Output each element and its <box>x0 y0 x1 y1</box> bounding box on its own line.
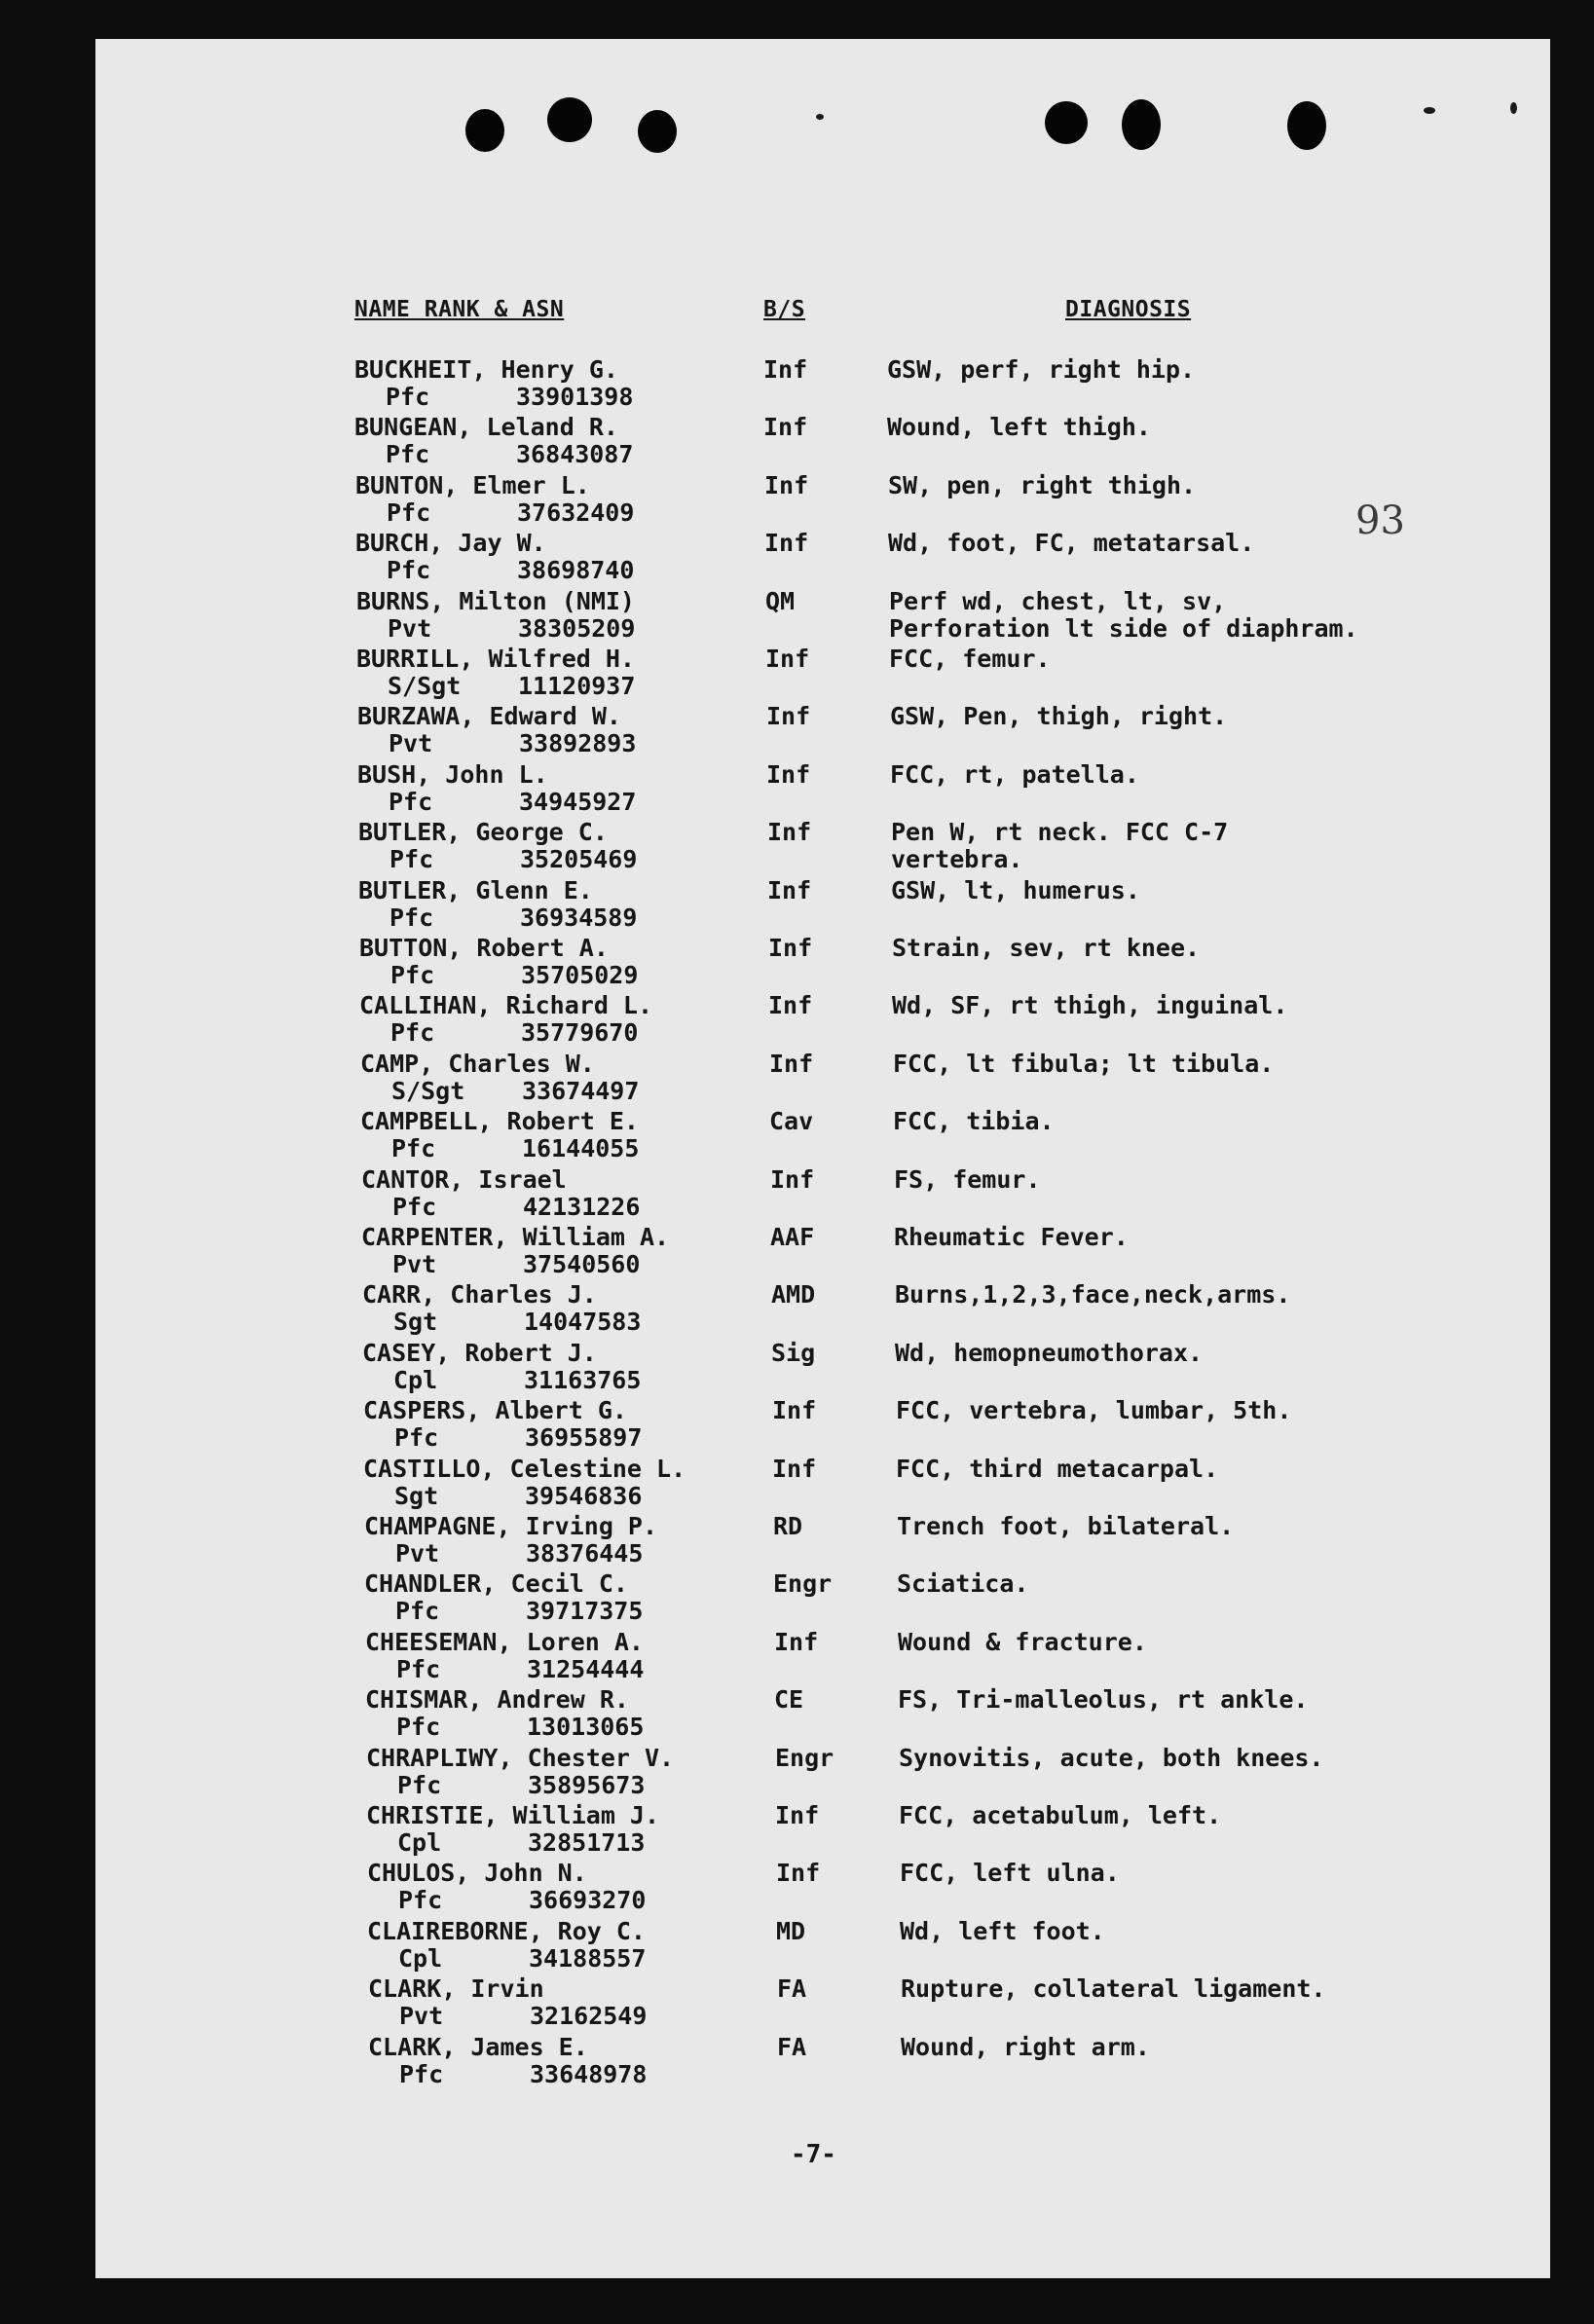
diagnosis-cell <box>891 877 1140 904</box>
name-rank-asn-cell <box>368 1975 647 2030</box>
soldier-rank: Pfc <box>390 961 435 989</box>
soldier-rank: S/Sgt <box>391 1077 465 1105</box>
punch-hole <box>1122 99 1161 150</box>
diagnosis-cell <box>888 472 1196 499</box>
rank-asn-line <box>365 1714 644 1741</box>
rank-asn-line <box>368 2003 647 2030</box>
soldier-asn: 36934589 <box>520 904 638 932</box>
soldier-rank: Pvt <box>389 729 433 757</box>
soldier-asn: 38376445 <box>526 1539 644 1568</box>
name-rank-asn-cell <box>365 1686 644 1741</box>
rank-asn-line <box>363 1483 686 1510</box>
branch-of-service: Inf <box>767 818 812 846</box>
diagnosis-cell <box>896 1456 1218 1483</box>
branch-of-service: Inf <box>775 1801 820 1829</box>
soldier-rank: Pfc <box>392 1193 437 1221</box>
soldier-name: BUSH, John L. <box>357 760 548 789</box>
branch-of-service: AAF <box>770 1223 815 1251</box>
soldier-rank: Pfc <box>399 2060 444 2088</box>
diagnosis-text: GSW, Pen, thigh, right. <box>890 702 1228 730</box>
diagnosis-text: Perf wd, chest, lt, sv, <box>889 587 1227 615</box>
branch-of-service: Inf <box>768 991 813 1019</box>
diagnosis-cell <box>899 1745 1324 1772</box>
header-diagnosis: DIAGNOSIS <box>1065 297 1192 322</box>
name-rank-asn-cell <box>360 1108 639 1162</box>
soldier-rank: Pvt <box>388 614 432 643</box>
name-rank-asn-cell <box>356 588 635 643</box>
diagnosis-cell <box>899 1802 1221 1829</box>
soldier-asn: 39546836 <box>525 1482 643 1510</box>
soldier-asn: 33901398 <box>516 383 634 411</box>
branch-of-service: Inf <box>770 1165 815 1194</box>
soldier-rank: Sgt <box>393 1308 438 1336</box>
soldier-asn: 34188557 <box>529 1944 647 1973</box>
name-rank-asn-cell <box>366 1802 659 1857</box>
branch-of-service: Inf <box>769 1050 814 1078</box>
diagnosis-cell <box>888 530 1254 557</box>
diagnosis-text: Trench foot, bilateral. <box>897 1512 1235 1540</box>
rank-asn-line <box>359 1019 652 1047</box>
diagnosis-text: FCC, lt fibula; lt tibula. <box>893 1050 1275 1078</box>
branch-of-service: RD <box>773 1512 803 1540</box>
soldier-name: CHRISTIE, William J. <box>366 1801 660 1829</box>
name-rank-asn-cell <box>355 530 634 584</box>
soldier-name: BUTTON, Robert A. <box>359 934 609 962</box>
name-rank-asn-cell <box>365 1629 644 1683</box>
rank-asn-line <box>364 1598 643 1625</box>
diagnosis-cell <box>893 1051 1274 1078</box>
branch-of-service: Inf <box>765 645 810 673</box>
soldier-rank: Pfc <box>389 904 434 932</box>
branch-of-service: Inf <box>768 934 813 962</box>
branch-of-service: Inf <box>772 1396 817 1424</box>
soldier-name: BUTLER, Glenn E. <box>358 876 593 904</box>
soldier-name: BURNS, Milton (NMI) <box>356 587 635 615</box>
diagnosis-text: FCC, vertebra, lumbar, 5th. <box>896 1396 1292 1424</box>
soldier-rank: Sgt <box>394 1482 439 1510</box>
soldier-name: CHRAPLIWY, Chester V. <box>366 1744 675 1772</box>
soldier-name: BUNTON, Elmer L. <box>355 471 590 499</box>
diagnosis-cell <box>892 992 1287 1019</box>
branch-of-service: Inf <box>772 1455 817 1483</box>
header-name-rank-asn: NAME RANK & ASN <box>354 297 565 322</box>
branch-of-service: Inf <box>776 1859 821 1887</box>
diagnosis-text: FS, Tri-malleolus, rt ankle. <box>898 1685 1309 1714</box>
rank-asn-line <box>356 615 635 643</box>
diagnosis-cell <box>901 1975 1326 2003</box>
punch-hole <box>465 109 504 152</box>
branch-of-service: MD <box>776 1917 806 1945</box>
diagnosis-text: FS, femur. <box>894 1165 1041 1194</box>
diagnosis-cell <box>892 935 1200 962</box>
document-page <box>95 39 1550 2278</box>
soldier-asn: 37632409 <box>517 498 635 527</box>
soldier-asn: 37540560 <box>523 1250 641 1278</box>
diagnosis-text: Burns,1,2,3,face,neck,arms. <box>895 1280 1291 1309</box>
soldier-name: BUTLER, George C. <box>358 818 608 846</box>
diagnosis-cell <box>887 414 1151 441</box>
soldier-rank: Pfc <box>396 1655 441 1683</box>
soldier-asn: 16144055 <box>522 1134 640 1162</box>
name-rank-asn-cell <box>364 1513 657 1568</box>
diagnosis-text: Wd, hemopneumothorax. <box>895 1339 1204 1367</box>
rank-asn-line <box>365 1656 644 1683</box>
soldier-name: BURZAWA, Edward W. <box>357 702 621 730</box>
punch-hole <box>547 97 592 142</box>
name-rank-asn-cell <box>354 414 633 468</box>
branch-of-service: CE <box>774 1685 804 1714</box>
branch-of-service: Inf <box>764 471 809 499</box>
diagnosis-text: FCC, tibia. <box>893 1107 1055 1135</box>
diagnosis-text: FCC, third metacarpal. <box>896 1455 1219 1483</box>
soldier-name: CARPENTER, William A. <box>361 1223 670 1251</box>
soldier-asn: 35205469 <box>520 845 638 873</box>
rank-asn-line <box>356 673 635 700</box>
rank-asn-line <box>358 846 637 873</box>
diagnosis-cell <box>890 761 1139 789</box>
rank-asn-line <box>360 1135 639 1162</box>
rank-asn-line <box>362 1309 641 1336</box>
name-rank-asn-cell <box>367 1860 646 1914</box>
branch-of-service: FA <box>777 1974 807 2003</box>
rank-asn-line <box>357 730 636 757</box>
rank-asn-line <box>361 1251 669 1278</box>
soldier-asn: 39717375 <box>526 1597 644 1625</box>
branch-of-service: Cav <box>769 1107 814 1135</box>
soldier-rank: Pfc <box>398 1886 443 1914</box>
punch-hole <box>1045 101 1088 144</box>
soldier-rank: Pfc <box>389 845 434 873</box>
soldier-name: CAMP, Charles W. <box>360 1050 595 1078</box>
branch-of-service: Inf <box>763 413 808 441</box>
diagnosis-text: Wound, right arm. <box>901 2033 1150 2061</box>
soldier-name: CHULOS, John N. <box>367 1859 587 1887</box>
rank-asn-line <box>354 441 633 468</box>
soldier-rank: Cpl <box>398 1944 443 1973</box>
soldier-name: CASEY, Robert J. <box>362 1339 597 1367</box>
diagnosis-text: Strain, sev, rt knee. <box>892 934 1201 962</box>
soldier-rank: Pfc <box>387 498 431 527</box>
soldier-asn: 13013065 <box>527 1713 645 1741</box>
diagnosis-cell <box>887 356 1195 384</box>
diagnosis-text: FCC, femur. <box>889 645 1051 673</box>
speck <box>1424 107 1435 114</box>
name-rank-asn-cell <box>364 1570 643 1625</box>
soldier-asn: 33674497 <box>522 1077 640 1105</box>
soldier-name: CASTILLO, Celestine L. <box>363 1455 686 1483</box>
name-rank-asn-cell <box>363 1397 642 1452</box>
name-rank-asn-cell <box>354 356 633 411</box>
name-rank-asn-cell <box>359 992 652 1047</box>
diagnosis-text: Rupture, collateral ligament. <box>901 1974 1326 2003</box>
diagnosis-text: Synovitis, acute, both knees. <box>899 1744 1324 1772</box>
page-number: -7- <box>791 2140 836 2169</box>
soldier-rank: Cpl <box>393 1366 438 1394</box>
soldier-name: CHAMPAGNE, Irving P. <box>364 1512 658 1540</box>
rank-asn-line <box>355 499 634 527</box>
punch-hole <box>638 110 677 153</box>
diagnosis-cell <box>900 1918 1105 1945</box>
soldier-rank: S/Sgt <box>388 672 462 700</box>
rank-asn-line <box>358 904 637 932</box>
soldier-asn: 11120937 <box>518 672 636 700</box>
diagnosis-text: Pen W, rt neck. FCC C-7 <box>891 818 1229 846</box>
name-rank-asn-cell <box>355 472 634 527</box>
soldier-asn: 38305209 <box>518 614 636 643</box>
rank-asn-line <box>361 1194 640 1221</box>
diagnosis-text: SW, pen, right thigh. <box>888 471 1197 499</box>
diagnosis-cell <box>896 1397 1291 1424</box>
soldier-rank: Pvt <box>395 1539 440 1568</box>
soldier-asn: 36955897 <box>525 1423 643 1452</box>
soldier-rank: Pfc <box>389 788 433 816</box>
diagnosis-text: FCC, acetabulum, left. <box>899 1801 1222 1829</box>
soldier-name: CLARK, James E. <box>368 2033 588 2061</box>
soldier-name: CHANDLER, Cecil C. <box>364 1569 628 1598</box>
diagnosis-text: Sciatica. <box>897 1569 1029 1598</box>
diagnosis-cell <box>891 819 1228 873</box>
soldier-asn: 33648978 <box>530 2060 648 2088</box>
soldier-rank: Pvt <box>399 2002 444 2030</box>
diagnosis-cell <box>897 1570 1028 1598</box>
name-rank-asn-cell <box>360 1051 639 1105</box>
rank-asn-line <box>354 384 633 411</box>
branch-of-service: Sig <box>771 1339 816 1367</box>
branch-of-service: Inf <box>767 876 812 904</box>
soldier-name: BUNGEAN, Leland R. <box>354 413 618 441</box>
soldier-asn: 35705029 <box>521 961 639 989</box>
branch-of-service: Inf <box>774 1628 819 1656</box>
name-rank-asn-cell <box>361 1224 669 1278</box>
diagnosis-cell <box>894 1166 1041 1194</box>
branch-of-service: Inf <box>766 702 811 730</box>
branch-of-service: Inf <box>763 355 808 384</box>
name-rank-asn-cell <box>367 1918 646 1973</box>
diagnosis-cell <box>898 1629 1147 1656</box>
soldier-rank: Pfc <box>395 1597 440 1625</box>
soldier-asn: 32162549 <box>530 2002 648 2030</box>
diagnosis-text: Wound, left thigh. <box>887 413 1151 441</box>
soldier-asn: 36843087 <box>516 440 634 468</box>
rank-asn-line <box>368 2061 647 2088</box>
soldier-asn: 35779670 <box>521 1018 639 1047</box>
diagnosis-text: FCC, rt, patella. <box>890 760 1139 789</box>
branch-of-service: Inf <box>766 760 811 789</box>
soldier-rank: Pvt <box>392 1250 437 1278</box>
soldier-name: CARR, Charles J. <box>362 1280 597 1309</box>
diagnosis-text: Wd, foot, FC, metatarsal. <box>888 529 1255 557</box>
soldier-name: CHEESEMAN, Loren A. <box>365 1628 644 1656</box>
branch-of-service: Engr <box>773 1569 833 1598</box>
soldier-asn: 38698740 <box>517 556 635 584</box>
soldier-asn: 14047583 <box>524 1308 642 1336</box>
name-rank-asn-cell <box>362 1340 641 1394</box>
diagnosis-text: Wd, left foot. <box>900 1917 1105 1945</box>
name-rank-asn-cell <box>358 877 637 932</box>
soldier-name: CAMPBELL, Robert E. <box>360 1107 639 1135</box>
soldier-name: CASPERS, Albert G. <box>363 1396 627 1424</box>
soldier-asn: 31163765 <box>524 1366 642 1394</box>
name-rank-asn-cell <box>366 1745 674 1799</box>
branch-of-service: QM <box>765 587 796 615</box>
diagnosis-cell <box>889 588 1358 643</box>
soldier-rank: Pfc <box>391 1134 436 1162</box>
soldier-rank: Pfc <box>387 556 431 584</box>
rank-asn-line <box>355 557 634 584</box>
soldier-rank: Pfc <box>397 1771 442 1799</box>
soldier-rank: Pfc <box>390 1018 435 1047</box>
soldier-name: CLARK, Irvin <box>368 1974 544 2003</box>
speck <box>816 114 824 120</box>
branch-of-service: FA <box>777 2033 807 2061</box>
soldier-asn: 32851713 <box>528 1828 646 1857</box>
name-rank-asn-cell <box>362 1281 641 1336</box>
branch-of-service: Inf <box>764 529 809 557</box>
diagnosis-text: GSW, perf, right hip. <box>887 355 1196 384</box>
soldier-asn: 36693270 <box>529 1886 647 1914</box>
soldier-rank: Pfc <box>396 1713 441 1741</box>
punch-hole <box>1287 101 1326 150</box>
name-rank-asn-cell <box>357 703 636 757</box>
rank-asn-line <box>357 789 636 816</box>
rank-asn-line <box>360 1078 639 1105</box>
rank-asn-line <box>359 962 638 989</box>
soldier-rank: Pfc <box>394 1423 439 1452</box>
rank-asn-line <box>363 1424 642 1452</box>
diagnosis-text: Rheumatic Fever. <box>894 1223 1129 1251</box>
rank-asn-line <box>366 1772 674 1799</box>
soldier-name: CALLIHAN, Richard L. <box>359 991 653 1019</box>
branch-of-service: AMD <box>771 1280 816 1309</box>
branch-of-service: Engr <box>775 1744 834 1772</box>
diagnosis-text: Wd, SF, rt thigh, inguinal. <box>892 991 1288 1019</box>
soldier-rank: Pfc <box>386 440 430 468</box>
soldier-asn: 42131226 <box>523 1193 641 1221</box>
rank-asn-line <box>367 1887 646 1914</box>
diagnosis-cell <box>890 703 1227 730</box>
name-rank-asn-cell <box>358 819 637 873</box>
soldier-rank: Cpl <box>397 1828 442 1857</box>
diagnosis-cell <box>901 2034 1150 2061</box>
name-rank-asn-cell <box>361 1166 640 1221</box>
soldier-asn: 35895673 <box>528 1771 646 1799</box>
soldier-asn: 31254444 <box>527 1655 645 1683</box>
rank-asn-line <box>366 1829 659 1857</box>
header-bs: B/S <box>763 297 806 322</box>
diagnosis-text: GSW, lt, humerus. <box>891 876 1140 904</box>
rank-asn-line <box>367 1945 646 1973</box>
diagnosis-text: FCC, left ulna. <box>900 1859 1120 1887</box>
page-stamp-number: 93 <box>1355 498 1405 543</box>
name-rank-asn-cell <box>359 935 638 989</box>
diagnosis-cell <box>897 1513 1234 1540</box>
soldier-name: CHISMAR, Andrew R. <box>365 1685 629 1714</box>
name-rank-asn-cell <box>368 2034 647 2088</box>
soldier-name: BURCH, Jay W. <box>355 529 546 557</box>
soldier-name: BURRILL, Wilfred H. <box>356 645 635 673</box>
diagnosis-text: vertebra. <box>891 845 1023 873</box>
diagnosis-cell <box>889 646 1051 673</box>
speck <box>1510 102 1517 114</box>
soldier-name: CLAIREBORNE, Roy C. <box>367 1917 646 1945</box>
name-rank-asn-cell <box>363 1456 686 1510</box>
diagnosis-text: Perforation lt side of diaphram. <box>889 614 1358 643</box>
soldier-name: BUCKHEIT, Henry G. <box>354 355 618 384</box>
diagnosis-cell <box>898 1686 1308 1714</box>
name-rank-asn-cell <box>357 761 636 816</box>
soldier-asn: 34945927 <box>519 788 637 816</box>
diagnosis-text: Wound & fracture. <box>898 1628 1147 1656</box>
rank-asn-line <box>364 1540 657 1568</box>
diagnosis-cell <box>894 1224 1129 1251</box>
diagnosis-cell <box>900 1860 1120 1887</box>
soldier-name: CANTOR, Israel <box>361 1165 567 1194</box>
diagnosis-cell <box>895 1340 1203 1367</box>
diagnosis-cell <box>895 1281 1290 1309</box>
name-rank-asn-cell <box>356 646 635 700</box>
rank-asn-line <box>362 1367 641 1394</box>
diagnosis-cell <box>893 1108 1055 1135</box>
soldier-rank: Pfc <box>386 383 430 411</box>
soldier-asn: 33892893 <box>519 729 637 757</box>
